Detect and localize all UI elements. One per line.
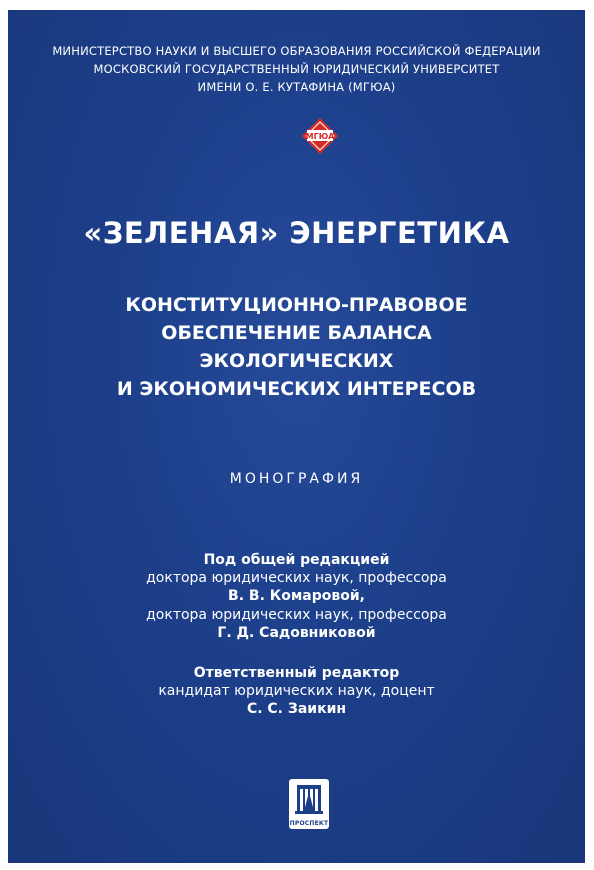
subtitle-line-3: ЭКОЛОГИЧЕСКИХ xyxy=(199,350,394,372)
emblem-text: МГЮА xyxy=(305,132,335,141)
subtitle-line-2: ОБЕСПЕЧЕНИЕ БАЛАНСА xyxy=(161,322,432,344)
publisher-logo xyxy=(289,779,329,829)
subtitle-line-4: И ЭКОНОМИЧЕСКИХ ИНТЕРЕСОВ xyxy=(116,378,477,400)
editor2-title: доктора юридических наук, профессора xyxy=(146,607,447,623)
book-title: «ЗЕЛЕНАЯ» ЭНЕРГЕТИКА xyxy=(83,216,510,250)
university-name-line: ИМЕНИ О. Е. КУТАФИНА (МГЮА) xyxy=(197,80,396,94)
responsible-editor-name: С. С. Заикин xyxy=(246,701,347,717)
publisher-name: ПРОСПЕКТ xyxy=(289,820,329,827)
editor2-name: Г. Д. Садовниковой xyxy=(217,625,376,641)
responsible-editor-title: кандидат юридических наук, доцент xyxy=(158,683,435,699)
ministry-line: МИНИСТЕРСТВО НАУКИ И ВЫСШЕГО ОБРАЗОВАНИЯ РОССИЙСКОЙ ФЕДЕРАЦИИ xyxy=(52,44,541,58)
general-editors-heading: Под общей редакцией xyxy=(203,552,390,568)
university-line: МОСКОВСКИЙ ГОСУДАРСТВЕННЫЙ ЮРИДИЧЕСКИЙ УНИВЕРСИТЕТ xyxy=(93,62,500,76)
editor1-title: доктора юридических наук, профессора xyxy=(146,570,447,586)
publisher-building-icon xyxy=(289,779,329,819)
book-cover xyxy=(8,10,585,863)
university-emblem-icon xyxy=(298,116,342,156)
editor1-name: В. В. Комаровой, xyxy=(228,588,365,604)
subtitle-line-1: КОНСТИТУЦИОННО-ПРАВОВОЕ xyxy=(125,294,468,316)
responsible-editor-heading: Ответственный редактор xyxy=(193,665,400,681)
genre-label: МОНОГРАФИЯ xyxy=(229,471,364,487)
